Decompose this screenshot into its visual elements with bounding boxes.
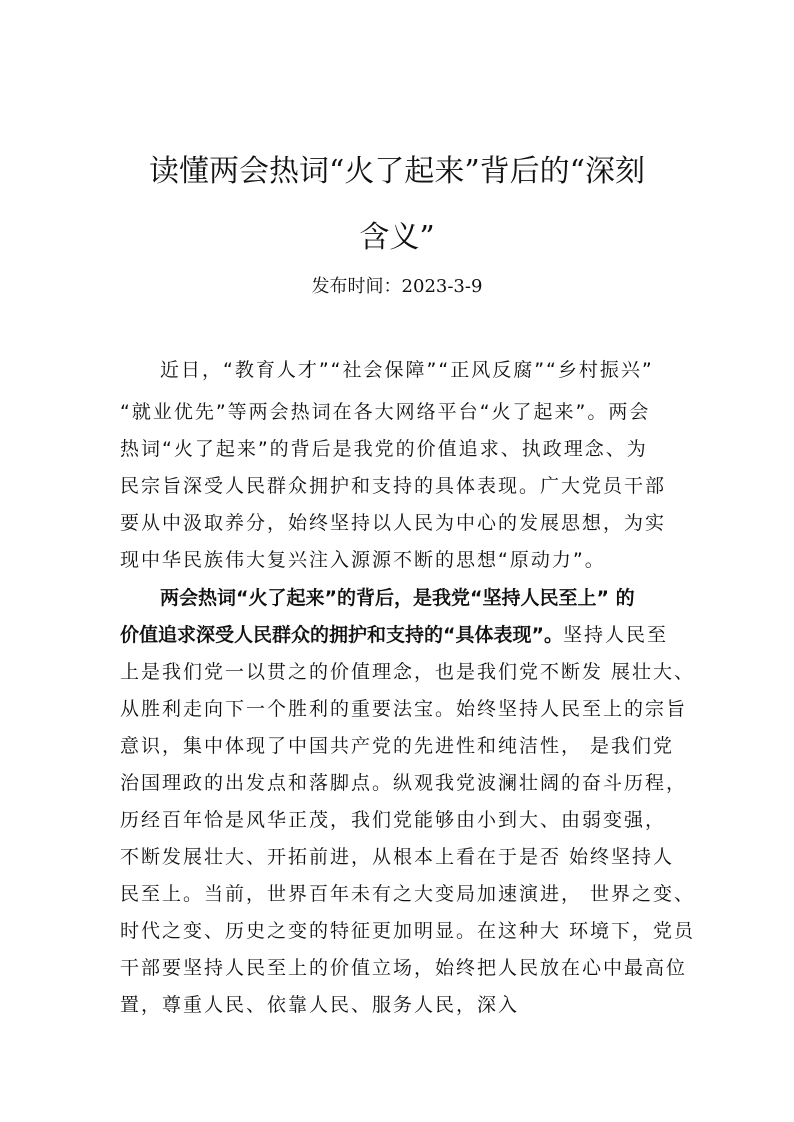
paragraph-2-line: 不断发展壮大、开拓前进，从根本上看在于是否 始终坚持人 (120, 846, 675, 868)
paragraph-2-line: 民至上。当前，世界百年未有之大变局加速演进， 世界之变、 (120, 883, 696, 905)
paragraph-2-line-mixed (120, 620, 668, 647)
article-title-line-1: 读懂两会热词“火了起来”背后的“深刻 (148, 154, 645, 189)
paragraph-2-bold-lead: 两会热词“火了起来”的背后，是我党“坚持人民至上” 的 (160, 587, 635, 609)
paragraph-2-bold-lead-end: 价值追求深受人民群众的拥护和支持的“具体表现”。 (120, 624, 563, 646)
paragraph-1-line: 要从中汲取养分，始终坚持以人民为中心的发展思想，为实 (120, 512, 667, 534)
paragraph-2-line: 时代之变、历史之变的特征更加明显。在这种大 环境下，党员 (120, 920, 696, 942)
paragraph-2-line: 从胜利走向下一个胜利的重要法宝。始终坚持人民至上的宗旨 (120, 698, 688, 720)
paragraph-1-line: “就业优先”等两会热词在各大网络平台“火了起来”。两会 (120, 401, 651, 423)
paragraph-2-line: 干部要坚持人民至上的价值立场，始终把人民放在心中最高位 (120, 957, 688, 979)
paragraph-1-line: 民宗旨深受人民群众拥护和支持的具体表现。广大党员干部 (120, 475, 667, 497)
paragraph-2-line: 置，尊重人民、依靠人民、服务人民，深入 (120, 994, 520, 1016)
paragraph-1-line: 现中华民族伟大复兴注入源源不断的思想“原动力”。 (120, 549, 606, 571)
article-title-line-2: 含义” (359, 220, 435, 255)
paragraph-1-line: 近日，“教育人才”“社会保障”“正风反腐”“乡村振兴” (160, 359, 654, 381)
paragraph-2-text: 坚持人民至 (562, 624, 668, 646)
paragraph-2-line: 意识，集中体现了中国共产党的先进性和纯洁性， 是我们党 (120, 735, 675, 757)
paragraph-2-line: 历经百年恰是风华正茂，我们党能够由小到大、由弱变强， (120, 809, 667, 831)
paragraph-1-line: 热词“火了起来”的背后是我党的价值追求、执政理念、为 (120, 438, 648, 460)
paragraph-2-line: 上是我们党一以贯之的价值理念，也是我们党不断发 展壮大、 (120, 661, 696, 683)
publish-date: 发布时间：2023-3-9 (311, 276, 483, 297)
paragraph-2-line: 治国理政的出发点和落脚点。纵观我党波澜壮阔的奋斗历程， (120, 772, 688, 794)
